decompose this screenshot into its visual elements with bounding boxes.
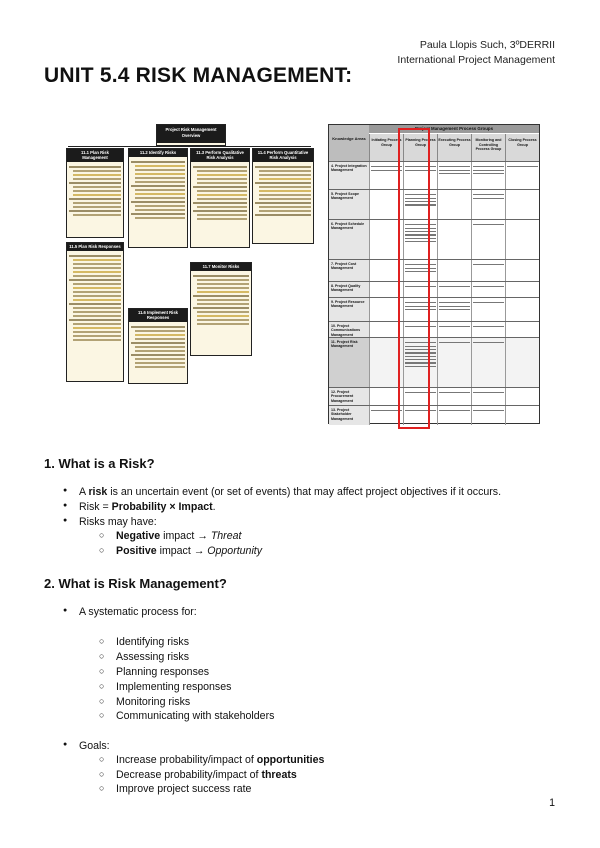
table-row [329,405,539,425]
knowledge-area-cell: 8. Project Quality Management [329,282,369,298]
list-item-step: ○ Planning responses [116,666,209,678]
list-item-step: ○ Monitoring risks [116,696,190,708]
list-item-goals: ● Goals: [79,740,110,752]
table-row [329,259,539,282]
list-item-goal: ○ Decrease probability/impact of threats [116,769,297,781]
process-box-title: 11.2 Identify Risks [129,149,187,157]
author-line: Paula Llopis Such, 3ºDERRII [419,39,555,51]
knowledge-area-cell: 13. Project Stakeholder Management [329,406,369,425]
table-row [329,161,539,190]
process-box-11-1 [66,148,124,238]
process-box-11-6 [128,308,188,384]
process-box-title: 11.1 Plan Risk Management [67,149,123,162]
list-item-positive: ○ Positive impact → Opportunity [116,545,262,557]
list-item-step: ○ Identifying risks [116,636,189,648]
table-row [329,281,539,298]
group-header: Monitoring and Controlling Process Group [471,134,505,161]
list-item: ● Risks may have: [79,516,157,528]
process-box-title: 11.7 Monitor Risks [191,263,251,271]
knowledge-area-cell: 6. Project Schedule Management [329,220,369,260]
knowledge-area-cell: 12. Project Procurement Management [329,388,369,406]
process-box-title: 11.4 Perform Quantitative Risk Analysis [253,149,313,162]
section-heading-risk: 1. What is a Risk? [44,456,155,471]
overview-title-box [156,124,226,146]
process-box-11-4 [252,148,314,244]
group-header: Closing Process Group [505,134,539,161]
table-row [329,189,539,220]
planning-column-highlight [398,128,430,429]
knowledge-area-header: Knowledge Areas [329,125,369,161]
table-row-risk [329,337,539,388]
connector-line [68,146,311,147]
page-number: 1 [549,797,555,809]
table-row [329,321,539,338]
list-item: ● A systematic process for: [79,606,197,618]
list-item-negative: ○ Negative impact → Threat [116,530,241,542]
group-header: Executing Process Group [437,134,471,161]
knowledge-area-cell: 10. Project Communications Management [329,322,369,338]
table-row [329,219,539,260]
group-header: Initiating Process Group [369,134,403,161]
page-title: UNIT 5.4 RISK MANAGEMENT: [44,64,353,87]
list-item-step: ○ Communicating with stakeholders [116,710,274,722]
knowledge-area-cell: 9. Project Resource Management [329,298,369,322]
list-item: ● Risk = Probability × Impact. [79,501,216,513]
table-row [329,297,539,322]
process-groups-table [328,124,540,424]
process-groups-table-figure [328,124,542,426]
knowledge-area-cell: 11. Project Risk Management [329,338,369,388]
knowledge-area-cell: 7. Project Cost Management [329,260,369,282]
course-line: International Project Management [397,54,555,66]
section-heading-risk-management: 2. What is Risk Management? [44,576,227,591]
process-box-11-5 [66,242,124,382]
risk-management-overview-figure [64,122,316,384]
process-box-11-3 [190,148,250,248]
list-item-goal: ○ Improve project success rate [116,783,251,795]
list-item-goal: ○ Increase probability/impact of opportunities [116,754,324,766]
overview-title: Project Risk Management Overview [157,125,225,143]
process-box-title: 11.6 Implement Risk Responses [129,309,187,322]
process-box-11-2 [128,148,188,248]
process-box-title: 11.5 Plan Risk Responses [67,243,123,251]
table-row [329,387,539,406]
group-header: Planning Process Group [403,134,437,161]
list-item-step: ○ Implementing responses [116,681,231,693]
list-item-step: ○ Assessing risks [116,651,189,663]
process-box-title: 11.3 Perform Qualitative Risk Analysis [191,149,249,162]
process-box-11-7 [190,262,252,356]
knowledge-area-cell: 5. Project Scope Management [329,190,369,220]
process-groups-title: Project Management Process Groups [369,125,539,133]
knowledge-area-cell: 4. Project Integration Management [329,162,369,190]
document-header [397,38,555,68]
list-item: ● A risk is an uncertain event (or set of events) that may affect project objectives if it occurs. [79,486,501,498]
